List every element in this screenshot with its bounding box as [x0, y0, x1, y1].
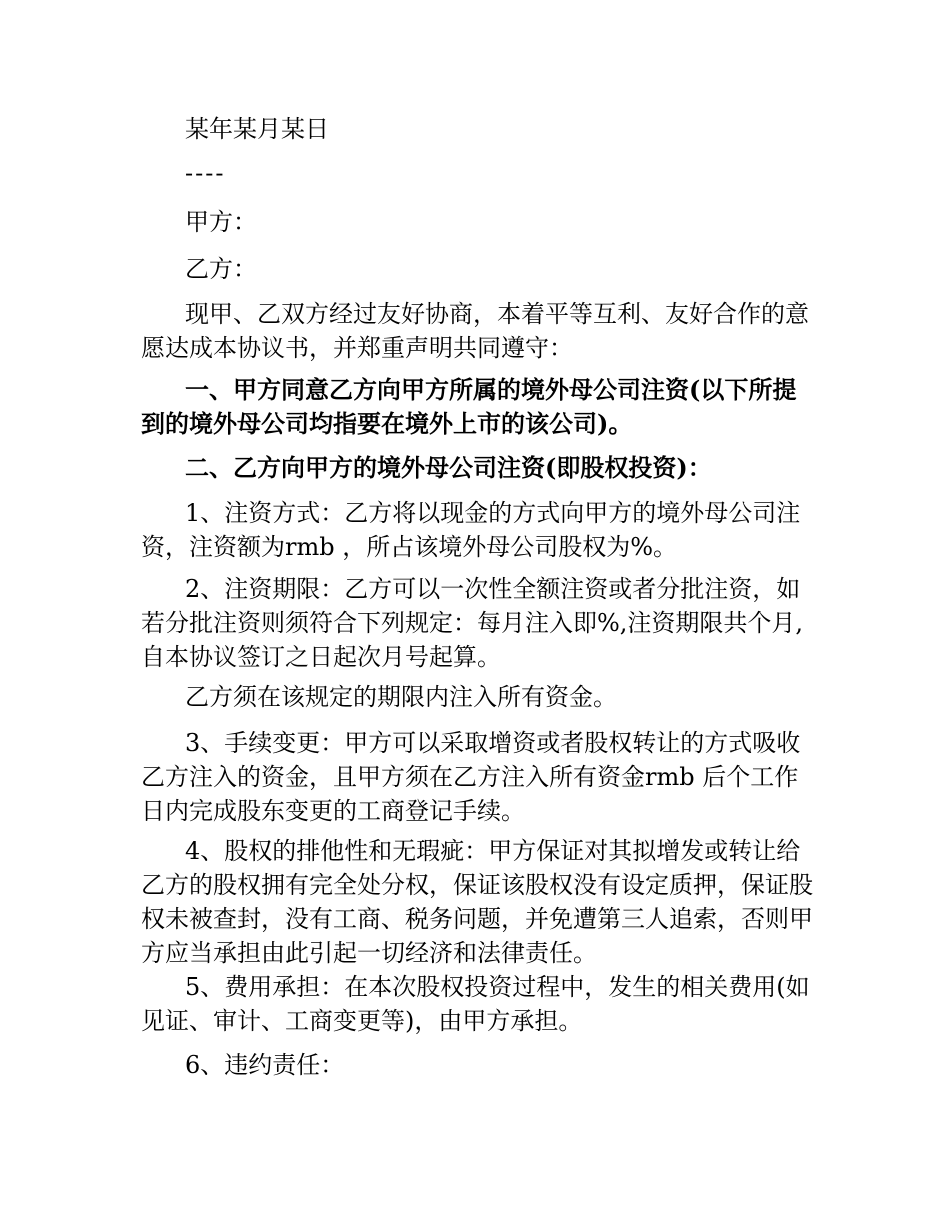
item-5-paragraph: 5、费用承担：在本次股权投资过程中，发生的相关费用(如见证、审计、工商变更等)，由甲方承担。	[141, 973, 810, 1035]
date-line: 某年某月某日	[185, 115, 329, 143]
clause-2-heading: 二、乙方向甲方的境外母公司注资(即股权投资)：	[185, 453, 712, 482]
party-b-line: 乙方：	[185, 255, 257, 283]
item-2-paragraph: 2、注资期限：乙方可以一次性全额注资或者分批注资，如若分批注资则须符合下列规定：每月注入即%,注资期限共个月,自本协议签订之日起次月号起算。	[141, 575, 804, 671]
item-4-paragraph: 4、股权的排他性和无瑕疵：甲方保证对其拟增发或转让给乙方的股权拥有完全处分权，保证该股权没有设定质押，保证股权未被查封，没有工商、税务问题，并免遭第三人追索，否则甲方应当承担由此引起一切经济和法律责任。	[141, 837, 813, 967]
item-1-paragraph: 1、注资方式：乙方将以现金的方式向甲方的境外母公司注资，注资额为rmb ，所占该境外母公司股权为%。	[141, 499, 801, 561]
separator-line: ----	[185, 159, 226, 187]
clause-1-heading: 一、甲方同意乙方向甲方所属的境外母公司注资(以下所提到的境外母公司均指要在境外上市的该公司)。	[141, 375, 797, 438]
party-a-line: 甲方：	[185, 208, 257, 236]
item-2-note-paragraph: 乙方须在该规定的期限内注入所有资金。	[185, 683, 617, 711]
item-6-paragraph: 6、违约责任：	[185, 1051, 345, 1079]
item-3-paragraph: 3、手续变更：甲方可以采取增资或者股权转让的方式吸收乙方注入的资金，且甲方须在乙方注入所有资金rmb 后个工作日内完成股东变更的工商登记手续。	[141, 729, 801, 825]
intro-paragraph: 现甲、乙双方经过友好协商，本着平等互利、友好合作的意愿达成本协议书，并郑重声明共同遵守：	[141, 300, 809, 362]
